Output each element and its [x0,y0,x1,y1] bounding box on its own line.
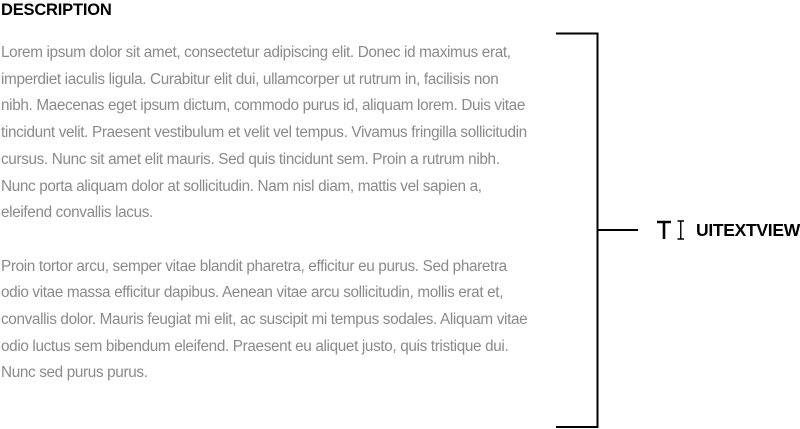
annotation-label: UITEXTVIEW [696,220,800,240]
text-paragraph-2: Proin tortor arcu, semper vitae blandit pharetra, efficitur eu purus. Sed pharetra odio vitae massa efficitur dapibus. Aenean vitae arcu sollicitudin, mollis erat et, convallis dolor. Mauris feugiat mi elit, ac suscipit mi tempus sodales. Aliquam vitae odio luctus sem bibendum eleifend. Praesent eu aliquet justo, quis tristique dui. Nunc sed purus purus. [1,257,528,382]
text-cursor-icon [656,218,686,242]
annotation-bracket [556,0,656,429]
text-paragraph-1: Lorem ipsum dolor sit amet, consectetur adipiscing elit. Donec id maximus erat, imperdiet iaculis ligula. Curabitur elit dui, ullamcorper ut rutrum in, facilisis non nibh. Maecenas eget ipsum dictum, commodo purus id, aliquam lorem. Duis vitae tincidunt velit. Praesent vestibulum et velit vel tempus. Vivamus fringilla sollicitudin cursus. Nunc sit amet elit mauris. Sed quis tincidunt sem. Proin a rutrum nibh. Nunc porta aliquam dolor at sollicitudin. Nam nisl diam, mattis vel sapien a, eleifend convallis lacus. [1,44,527,222]
section-title: DESCRIPTION [1,1,112,19]
text-view[interactable] [1,40,529,387]
annotation-callout [656,218,800,242]
